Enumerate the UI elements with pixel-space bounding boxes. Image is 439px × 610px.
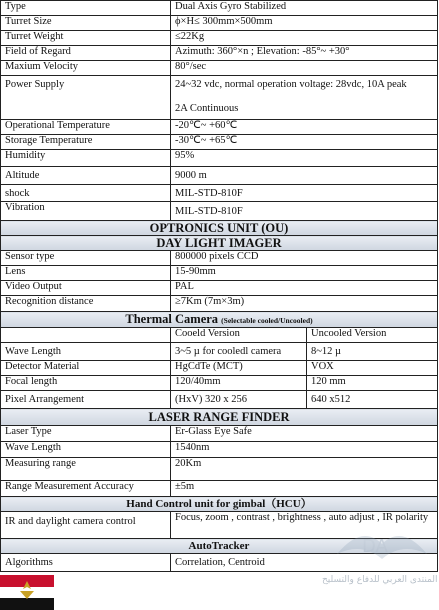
spec-label: Maxium Velocity (1, 61, 171, 76)
day-light-imager-title: DAY LIGHT IMAGER (1, 236, 438, 251)
spec-row (1, 135, 438, 150)
spec-value: Correlation, Centroid (171, 554, 438, 572)
spec-label: Wave Length (1, 343, 171, 361)
spec-label: Field of Regard (1, 46, 171, 61)
spec-row (1, 266, 438, 281)
spec-label: Detector Material (1, 361, 171, 376)
empty-cell (1, 328, 171, 343)
spec-value: 800000 pixels CCD (171, 251, 438, 266)
spec-row (1, 150, 438, 167)
spec-label: Recognition distance (1, 296, 171, 312)
spec-row (1, 442, 438, 458)
uncooled-value: VOX (307, 361, 438, 376)
svg-text:DA: DA (362, 536, 388, 557)
power-supply-line-2: 2A Continuous (175, 103, 239, 114)
spec-value: ±5m (171, 481, 438, 497)
spec-label: Sensor type (1, 251, 171, 266)
spec-value: 1540nm (171, 442, 438, 458)
spec-row (1, 361, 438, 376)
spec-label: Measuring range (1, 458, 171, 481)
spec-row (1, 120, 438, 135)
section-header (1, 409, 438, 426)
spec-value: Er-Glass Eye Safe (171, 426, 438, 442)
cooled-value: 3~5 µ for cooledl camera (171, 343, 307, 361)
spec-value: MIL-STD-810F (171, 202, 438, 221)
spec-label: IR and daylight camera control (1, 512, 171, 539)
cooled-value: 120/40mm (171, 376, 307, 391)
spec-value: -30℃~ +65℃ (171, 135, 438, 150)
spec-value: ≤22Kg (171, 31, 438, 46)
section-header (1, 539, 438, 554)
spec-label: Pixel Arrangement (1, 391, 171, 409)
laser-range-finder-title: LASER RANGE FINDER (1, 409, 438, 426)
spec-value: 20Km (171, 458, 438, 481)
spec-row (1, 426, 438, 442)
cooled-value: (HxV) 320 x 256 (171, 391, 307, 409)
spec-label: Altitude (1, 167, 171, 185)
uncooled-column-header: Uncooled Version (307, 328, 438, 343)
section-header (1, 221, 438, 236)
spec-row (1, 376, 438, 391)
spec-value: 95% (171, 150, 438, 167)
uncooled-value: 8~12 µ (307, 343, 438, 361)
spec-label: Operational Temperature (1, 120, 171, 135)
spec-value (171, 76, 438, 120)
spec-label: Focal length (1, 376, 171, 391)
optronics-unit-title: OPTRONICS UNIT (OU) (1, 221, 438, 236)
spec-label: Power Supply (1, 76, 171, 120)
spec-label: Video Output (1, 281, 171, 296)
spec-label: Laser Type (1, 426, 171, 442)
spec-value: -20℃~ +60℃ (171, 120, 438, 135)
section-header (1, 497, 438, 512)
spec-row (1, 391, 438, 409)
spec-value: Dual Axis Gyro Stabilized (171, 1, 438, 16)
spec-row (1, 76, 438, 120)
uncooled-value: 120 mm (307, 376, 438, 391)
spec-label: Type (1, 1, 171, 16)
spec-label: Algorithms (1, 554, 171, 572)
spec-row (1, 512, 438, 539)
spec-row (1, 31, 438, 46)
spec-value: 15-90mm (171, 266, 438, 281)
thermal-subtitle: (Selectable cooled/Uncooled) (221, 315, 313, 325)
spec-value: Azimuth: 360°×n ; Elevation: -85°~ +30° (171, 46, 438, 61)
spec-row (1, 61, 438, 76)
spec-row (1, 251, 438, 266)
spec-label: Storage Temperature (1, 135, 171, 150)
uncooled-value: 640 x512 (307, 391, 438, 409)
thermal-title-text: Thermal Camera (125, 311, 219, 326)
thermal-column-headers (1, 328, 438, 343)
section-header (1, 236, 438, 251)
autotracker-title: AutoTracker (1, 539, 438, 554)
spec-value: Focus, zoom , contrast , brightness , auto adjust , IR polarity (171, 512, 438, 539)
spec-row (1, 296, 438, 312)
section-header (1, 312, 438, 328)
spec-row (1, 1, 438, 16)
spec-value: ≥7Km (7m×3m) (171, 296, 438, 312)
spec-label: Turret Size (1, 16, 171, 31)
spec-row (1, 554, 438, 572)
forum-watermark-text: ﺍﻟﻤﻨﺘﺪﻯ ﺍﻟﻌﺮﺑﻲ ﻟﻠﺪﻓﺎﻉ ﻭﺍﻟﺘﺴﻠﻴﺢ (322, 575, 438, 585)
spec-row (1, 185, 438, 202)
spec-row (1, 16, 438, 31)
cooled-value: HgCdTe (MCT) (171, 361, 307, 376)
hcu-title: Hand Control unit for gimbal（HCU） (1, 497, 438, 512)
spec-row (1, 46, 438, 61)
spec-label: Lens (1, 266, 171, 281)
spec-row (1, 458, 438, 481)
power-supply-line-1: 24~32 vdc, normal operation voltage: 28vdc, 10A peak (175, 79, 407, 90)
spec-label: Vibration (1, 202, 171, 221)
spec-label: shock (1, 185, 171, 202)
spec-label: Turret Weight (1, 31, 171, 46)
spec-label: Range Measurement Accuracy (1, 481, 171, 497)
spec-row (1, 481, 438, 497)
flag-emblem-icon (0, 575, 54, 610)
spec-value: MIL-STD-810F (171, 185, 438, 202)
spec-row (1, 202, 438, 221)
cooled-column-header: Cooeld Version (171, 328, 307, 343)
spec-label: Humidity (1, 150, 171, 167)
spec-value: 9000 m (171, 167, 438, 185)
spec-row (1, 167, 438, 185)
spec-row (1, 343, 438, 361)
spec-value: PAL (171, 281, 438, 296)
spec-label: Wave Length (1, 442, 171, 458)
spec-value: ϕ×H≤ 300mm×500mm (171, 16, 438, 31)
spec-row (1, 281, 438, 296)
thermal-camera-title (1, 312, 438, 328)
spec-value: 80°/sec (171, 61, 438, 76)
